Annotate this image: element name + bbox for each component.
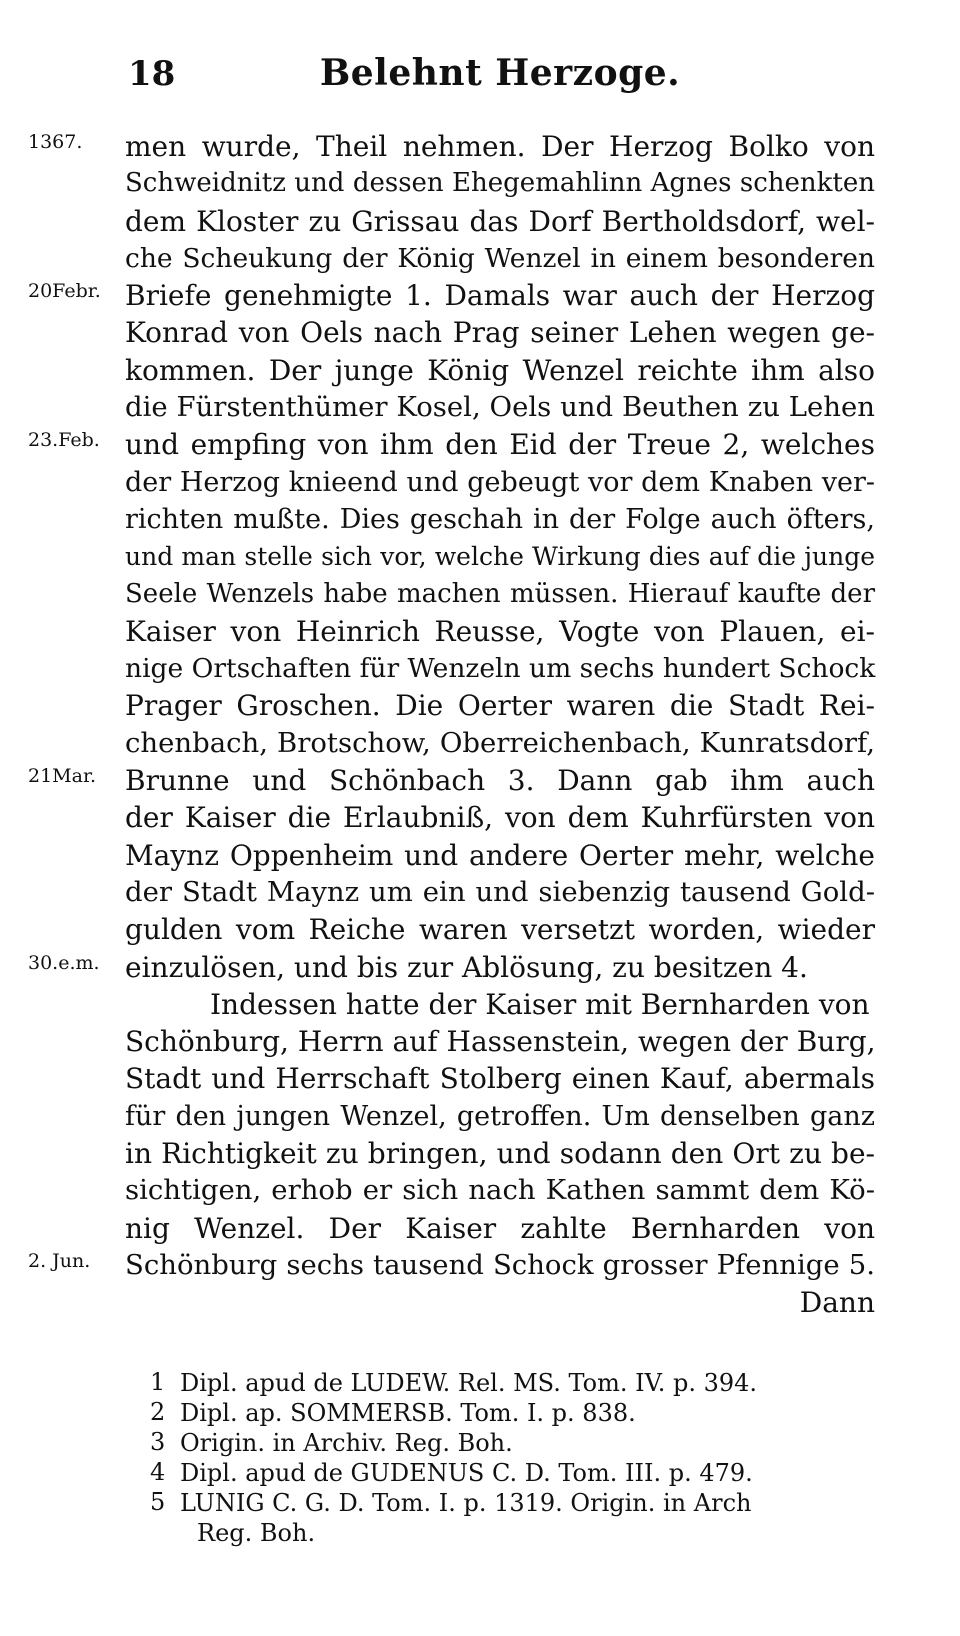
- text-line: [0, 203, 960, 240]
- line-text: Indessen hatte der Kaiser mit Bernharden von: [210, 987, 870, 1021]
- footnote-number: 2: [150, 1398, 166, 1426]
- line-text: einzulösen, und bis zur Ablösung, zu besitzen 4.: [125, 950, 808, 984]
- text-line: [0, 874, 960, 911]
- line-text: Konrad von Oels nach Prag seiner Lehen wegen ge-: [125, 316, 875, 350]
- main-text: [0, 128, 960, 1322]
- footnote-text: Reg. Boh.: [197, 1519, 316, 1547]
- text-line: [0, 1060, 960, 1097]
- footnote-text: Origin. in Archiv. Reg. Boh.: [180, 1429, 513, 1457]
- line-text: Briefe genehmigte 1. Damals war auch der Herzog: [125, 279, 875, 313]
- footnote: [0, 1458, 960, 1488]
- text-line: [0, 762, 960, 799]
- text-line: [0, 799, 960, 836]
- text-line: [0, 613, 960, 650]
- footnote-number: 4: [150, 1458, 166, 1486]
- line-text: der Kaiser die Erlaubniß, von dem Kuhrfürsten von: [125, 801, 875, 835]
- text-line: [0, 128, 960, 165]
- text-line: [0, 277, 960, 314]
- footnote: [0, 1488, 960, 1518]
- line-text: Schweidnitz und dessen Ehegemahlinn Agnes schenkten: [125, 168, 875, 199]
- margin-date-note: 30.e.m.: [28, 951, 100, 974]
- text-line: [0, 464, 960, 501]
- margin-date-note: 20Febr.: [28, 280, 101, 303]
- text-line: [0, 911, 960, 948]
- line-text: Schönburg, Herrn auf Hassenstein, wegen der Burg,: [125, 1025, 876, 1059]
- text-line: [0, 1172, 960, 1209]
- line-text: Dann: [799, 1286, 875, 1320]
- text-line: [0, 1210, 960, 1247]
- text-line: [0, 538, 960, 575]
- text-line: [0, 725, 960, 762]
- text-line: [0, 240, 960, 277]
- line-text: die Fürstenthümer Kosel, Oels und Beuthen zu Lehen: [125, 391, 875, 424]
- text-line: [0, 576, 960, 613]
- text-line: [0, 1098, 960, 1135]
- margin-date-note: 23.Feb.: [28, 429, 100, 452]
- footnote: [0, 1398, 960, 1428]
- line-text: gulden vom Reiche waren versetzt worden, wieder: [125, 913, 875, 947]
- line-text: nig Wenzel. Der Kaiser zahlte Bernharden von: [125, 1211, 875, 1245]
- line-text: nige Ortschaften für Wenzeln um sechs hundert Schock: [125, 653, 876, 685]
- footnote: [0, 1428, 960, 1458]
- footnote-text: LUNIG C. G. D. Tom. I. p. 1319. Origin. in Arch: [180, 1489, 752, 1517]
- text-line: [0, 165, 960, 202]
- line-text: Kaiser von Heinrich Reusse, Vogte von Plauen, ei-: [125, 614, 875, 648]
- running-head: Belehnt Herzoge.: [319, 52, 681, 94]
- line-text: sichtigen, erhob er sich nach Kathen sammt dem Kö-: [125, 1174, 875, 1207]
- text-line: [0, 501, 960, 538]
- text-line: [0, 314, 960, 351]
- line-text: Stadt und Herrschaft Stolberg einen Kauf, abermals: [125, 1062, 875, 1096]
- footnote-number: 3: [150, 1428, 166, 1456]
- line-text: Seele Wenzels habe machen müssen. Hierauf kaufte der: [125, 578, 875, 609]
- margin-date-note: 2. Jun.: [28, 1249, 91, 1272]
- page-number: 18: [128, 54, 176, 94]
- line-text: men wurde, Theil nehmen. Der Herzog Bolko von: [125, 130, 875, 163]
- text-line: [0, 949, 960, 986]
- footnote: [0, 1518, 960, 1548]
- footnote-number: 5: [150, 1488, 166, 1516]
- line-text: der Herzog knieend und gebeugt vor dem Knaben ver-: [125, 466, 875, 498]
- footnote-number: 1: [150, 1368, 166, 1396]
- footnote-text: Dipl. ap. SOMMERSB. Tom. I. p. 838.: [180, 1399, 636, 1427]
- line-text: che Scheukung der König Wenzel in einem besonderen: [125, 242, 875, 274]
- footnote-text: Dipl. apud de GUDENUS C. D. Tom. III. p. 479.: [180, 1459, 753, 1487]
- page-header: [120, 50, 880, 104]
- text-line: [0, 389, 960, 426]
- text-line: [0, 426, 960, 463]
- line-text: dem Kloster zu Grissau das Dorf Bertholdsdorf, wel-: [125, 204, 875, 238]
- line-text: Prager Groschen. Die Oerter waren die Stadt Rei-: [125, 689, 875, 723]
- text-line: [0, 1284, 960, 1321]
- line-text: richten mußte. Dies geschah in der Folge auch öfters,: [125, 503, 875, 535]
- footnote: [0, 1368, 960, 1398]
- line-text: Brunne und Schönbach 3. Dann gab ihm auch: [125, 764, 875, 798]
- footnote-text: Dipl. apud de LUDEW. Rel. MS. Tom. IV. p. 394.: [180, 1369, 758, 1397]
- text-line: [0, 352, 960, 389]
- text-line: [0, 837, 960, 874]
- text-line: [0, 1247, 960, 1284]
- line-text: und empfing von ihm den Eid der Treue 2, welches: [125, 428, 875, 462]
- footnotes: [0, 1368, 960, 1548]
- line-text: Schönburg sechs tausend Schock grosser Pfennige 5.: [125, 1248, 875, 1281]
- text-line: [0, 1135, 960, 1172]
- margin-date-note: 21Mar.: [28, 765, 96, 788]
- line-text: Maynz Oppenheim und andere Oerter mehr, welche: [125, 838, 875, 872]
- line-text: chenbach, Brotschow, Oberreichenbach, Kunratsdorf,: [125, 726, 875, 759]
- margin-date-note: 1367.: [28, 131, 83, 153]
- line-text: für den jungen Wenzel, getroffen. Um denselben ganz: [125, 1100, 875, 1132]
- text-line: [0, 650, 960, 687]
- line-text: der Stadt Maynz um ein und siebenzig tausend Gold-: [125, 875, 875, 908]
- text-line: [0, 986, 960, 1023]
- line-text: kommen. Der junge König Wenzel reichte ihm also: [125, 353, 875, 387]
- text-line: [0, 1023, 960, 1060]
- text-line: [0, 687, 960, 724]
- line-text: und man stelle sich vor, welche Wirkung dies auf die junge: [125, 542, 875, 572]
- line-text: in Richtigkeit zu bringen, und sodann den Ort zu be-: [125, 1137, 875, 1171]
